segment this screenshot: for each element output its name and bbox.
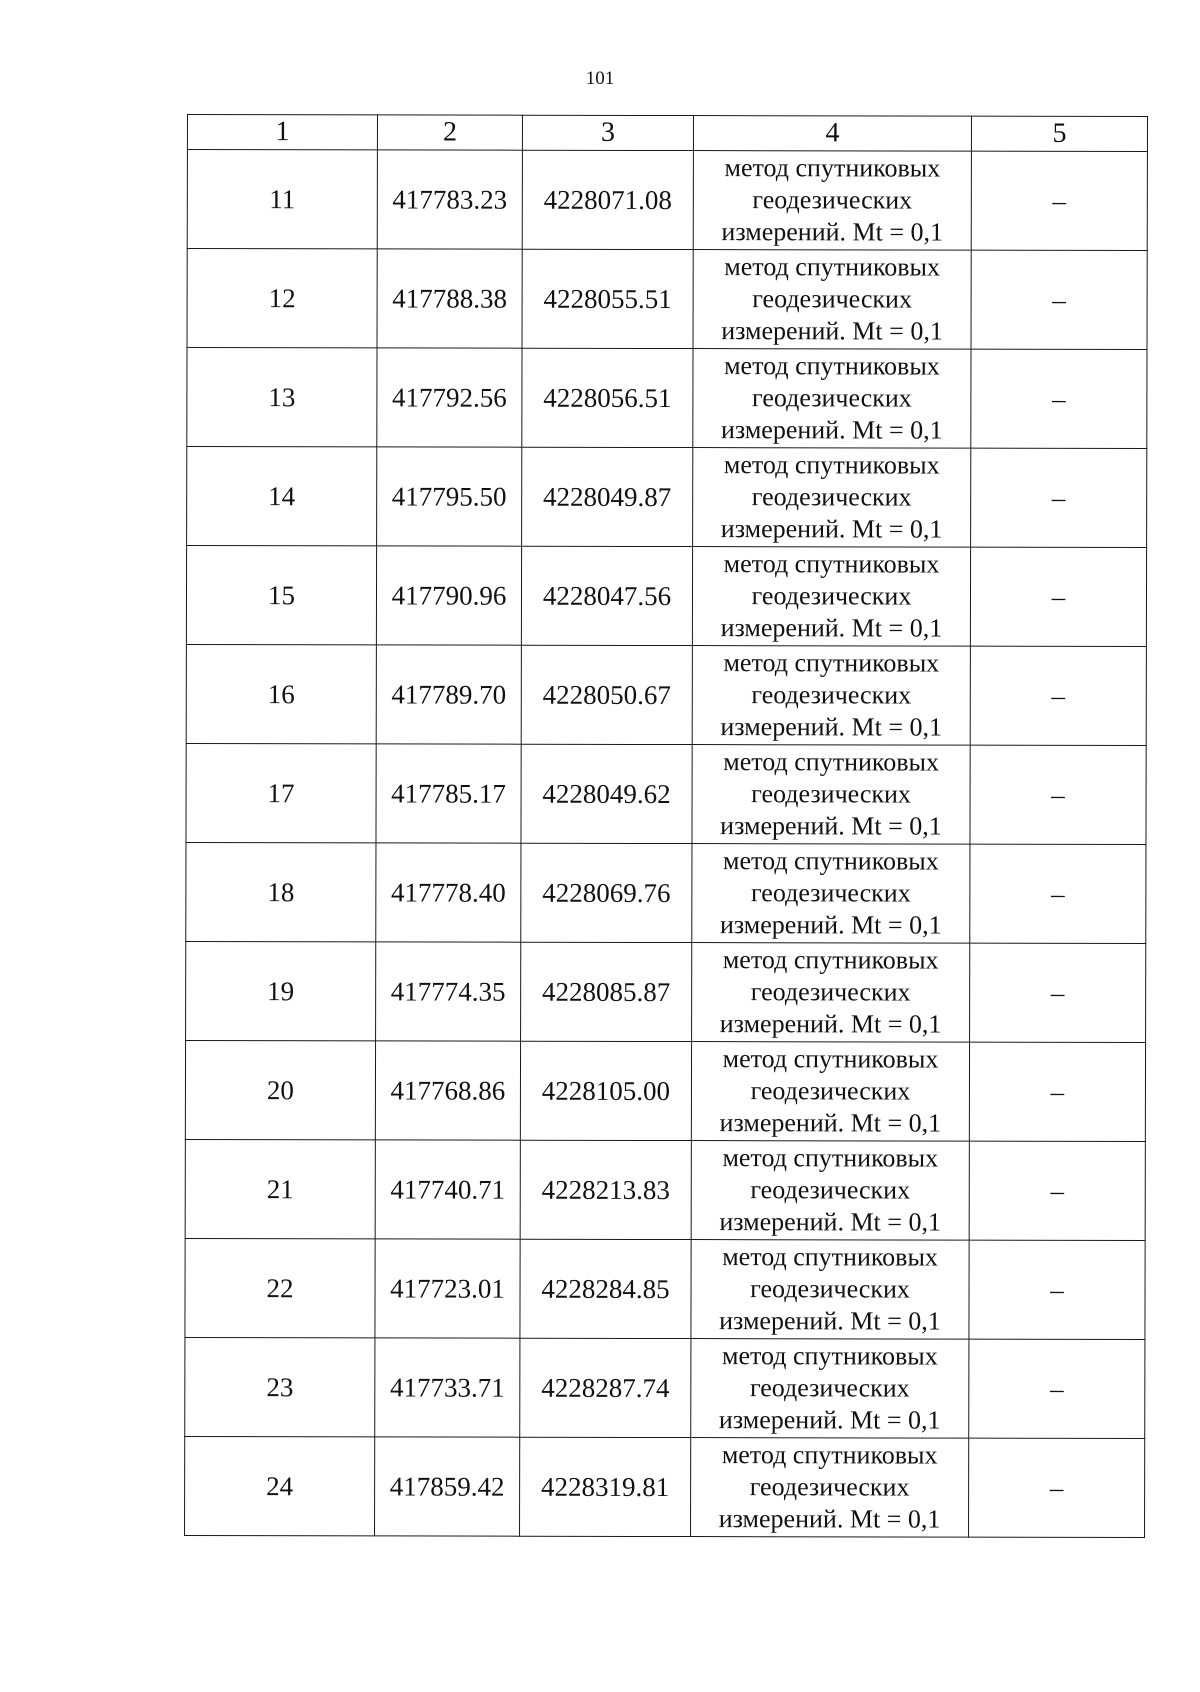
point-number-cell: 20	[185, 1040, 375, 1139]
x-coordinate-cell: 417723.01	[375, 1239, 520, 1338]
header-row	[187, 115, 1147, 152]
method-cell	[692, 547, 970, 647]
y-coordinate-cell: 4228047.56	[521, 546, 692, 645]
method-text-line: измерений. Mt = 0,1	[718, 1405, 941, 1435]
method-text-line: измерений. Mt = 0,1	[719, 1108, 942, 1138]
y-coordinate-cell: 4228050.67	[521, 645, 692, 744]
note-cell: –	[969, 1438, 1145, 1537]
page-number: 101	[585, 68, 615, 89]
method-text-line: геодезических	[752, 185, 913, 215]
note-cell: –	[970, 646, 1146, 745]
method-text-line: измерений. Mt = 0,1	[720, 514, 943, 544]
table-row	[187, 249, 1147, 350]
table-row	[185, 1139, 1145, 1240]
note-cell: –	[970, 943, 1146, 1042]
x-coordinate-cell: 417790.96	[376, 546, 521, 645]
header-cell: 1	[187, 115, 377, 150]
y-coordinate-cell: 4228056.51	[522, 348, 693, 447]
point-number-cell: 23	[185, 1337, 375, 1436]
y-coordinate-cell: 4228055.51	[522, 249, 693, 348]
method-text-line: метод спутниковых	[723, 846, 939, 876]
method-text-line: метод спутниковых	[723, 450, 940, 480]
x-coordinate-cell: 417788.38	[377, 249, 522, 348]
table-row	[186, 842, 1146, 943]
note-cell: –	[970, 547, 1146, 646]
method-text-line: метод спутниковых	[721, 1440, 938, 1470]
table-row	[185, 1238, 1145, 1339]
method-text-line: метод спутниковых	[722, 1341, 938, 1371]
method-cell	[693, 349, 971, 449]
note-cell: –	[969, 1042, 1145, 1141]
note-cell: –	[971, 448, 1147, 547]
method-text-line: измерений. Mt = 0,1	[719, 1009, 942, 1039]
point-number-cell: 19	[186, 941, 376, 1040]
x-coordinate-cell: 417859.42	[375, 1437, 520, 1536]
method-cell	[691, 1438, 969, 1538]
method-cell	[693, 448, 971, 548]
method-text-line: геодезических	[750, 1274, 910, 1304]
method-text-line: геодезических	[750, 878, 911, 908]
coordinates-table	[184, 114, 1148, 1538]
method-text-line: геодезических	[751, 779, 911, 809]
x-coordinate-cell: 417785.17	[376, 744, 521, 843]
note-cell: –	[970, 745, 1146, 844]
x-coordinate-cell: 417768.86	[375, 1041, 520, 1140]
point-number-cell: 11	[187, 150, 377, 249]
method-text-line: измерений. Mt = 0,1	[719, 910, 942, 940]
method-text-line: измерений. Mt = 0,1	[718, 1504, 941, 1534]
method-text-line: геодезических	[749, 1373, 910, 1403]
method-cell	[691, 1042, 969, 1142]
note-cell: –	[969, 1240, 1145, 1339]
method-cell	[693, 151, 971, 251]
method-text-line: метод спутниковых	[724, 252, 941, 282]
y-coordinate-cell: 4228213.83	[520, 1140, 691, 1239]
note-cell: –	[971, 250, 1147, 349]
header-cell: 3	[522, 115, 693, 150]
note-cell: –	[970, 844, 1146, 943]
method-text-line: метод спутниковых	[723, 648, 940, 678]
method-text-line: геодезических	[750, 977, 911, 1007]
table-row	[186, 743, 1146, 844]
table-row	[187, 447, 1147, 548]
y-coordinate-cell: 4228105.00	[520, 1041, 691, 1140]
x-coordinate-cell: 417733.71	[375, 1338, 520, 1437]
x-coordinate-cell: 417792.56	[377, 348, 522, 447]
method-text-line: метод спутниковых	[723, 549, 940, 579]
x-coordinate-cell: 417740.71	[375, 1140, 520, 1239]
x-coordinate-cell: 417789.70	[376, 645, 521, 744]
y-coordinate-cell: 4228284.85	[520, 1239, 691, 1338]
y-coordinate-cell: 4228069.76	[521, 843, 692, 942]
method-text-line: геодезических	[752, 284, 913, 314]
point-number-cell: 18	[186, 842, 376, 941]
header-cell: 2	[377, 115, 522, 150]
table-row	[186, 644, 1146, 745]
method-text-line: метод спутниковых	[722, 1242, 938, 1272]
method-cell	[692, 646, 970, 746]
y-coordinate-cell: 4228049.62	[521, 744, 692, 843]
method-cell	[691, 1141, 969, 1241]
point-number-cell: 21	[185, 1139, 375, 1238]
method-text-line: измерений. Mt = 0,1	[720, 613, 943, 643]
method-text-line: метод спутниковых	[724, 153, 941, 183]
point-number-cell: 16	[186, 644, 376, 743]
method-text-line: метод спутниковых	[723, 747, 940, 777]
method-text-line: геодезических	[749, 1472, 910, 1502]
table-row	[186, 546, 1146, 647]
method-cell	[692, 844, 970, 944]
header-cell: 5	[971, 116, 1147, 151]
method-text-line: метод спутниковых	[722, 1143, 939, 1173]
point-number-cell: 17	[186, 743, 376, 842]
method-text-line: геодезических	[751, 482, 912, 512]
y-coordinate-cell: 4228049.87	[522, 447, 693, 546]
point-number-cell: 15	[186, 546, 376, 645]
y-coordinate-cell: 4228085.87	[521, 942, 692, 1041]
method-text-line: геодезических	[752, 383, 912, 413]
method-text-line: измерений. Mt = 0,1	[720, 811, 942, 841]
method-text-line: метод спутниковых	[722, 945, 939, 975]
method-text-line: геодезических	[751, 581, 912, 611]
method-cell	[691, 1339, 969, 1439]
table-row	[187, 150, 1147, 251]
table-row	[185, 1436, 1145, 1537]
point-number-cell: 22	[185, 1238, 375, 1337]
point-number-cell: 14	[187, 447, 377, 546]
y-coordinate-cell: 4228319.81	[520, 1437, 691, 1536]
method-text-line: метод спутниковых	[724, 351, 940, 381]
method-text-line: измерений. Mt = 0,1	[719, 1207, 942, 1237]
method-text-line: измерений. Mt = 0,1	[720, 415, 943, 445]
note-cell: –	[969, 1339, 1145, 1438]
method-cell	[692, 943, 970, 1043]
method-cell	[693, 250, 971, 350]
x-coordinate-cell: 417783.23	[377, 150, 522, 249]
method-text-line: измерений. Mt = 0,1	[721, 316, 943, 346]
table-row	[185, 1337, 1145, 1438]
method-text-line: геодезических	[750, 1175, 911, 1205]
note-cell: –	[971, 349, 1147, 448]
method-text-line: измерений. Mt = 0,1	[721, 217, 944, 247]
table-row	[185, 1040, 1145, 1141]
x-coordinate-cell: 417778.40	[376, 843, 521, 942]
method-text-line: измерений. Mt = 0,1	[720, 712, 943, 742]
point-number-cell: 13	[187, 348, 377, 447]
y-coordinate-cell: 4228071.08	[522, 150, 693, 249]
note-cell: –	[969, 1141, 1145, 1240]
method-cell	[692, 745, 970, 845]
x-coordinate-cell: 417795.50	[377, 447, 522, 546]
x-coordinate-cell: 417774.35	[376, 942, 521, 1041]
method-text-line: метод спутниковых	[722, 1044, 939, 1074]
method-text-line: геодезических	[750, 1076, 911, 1106]
table-body	[185, 150, 1148, 1538]
header-cell: 4	[693, 116, 971, 152]
point-number-cell: 24	[185, 1436, 375, 1535]
method-cell	[691, 1240, 969, 1340]
table-row	[186, 941, 1146, 1042]
table-row	[187, 348, 1147, 449]
note-cell: –	[971, 151, 1147, 250]
y-coordinate-cell: 4228287.74	[520, 1338, 691, 1437]
method-text-line: геодезических	[751, 680, 912, 710]
method-text-line: измерений. Mt = 0,1	[719, 1306, 941, 1336]
point-number-cell: 12	[187, 249, 377, 348]
